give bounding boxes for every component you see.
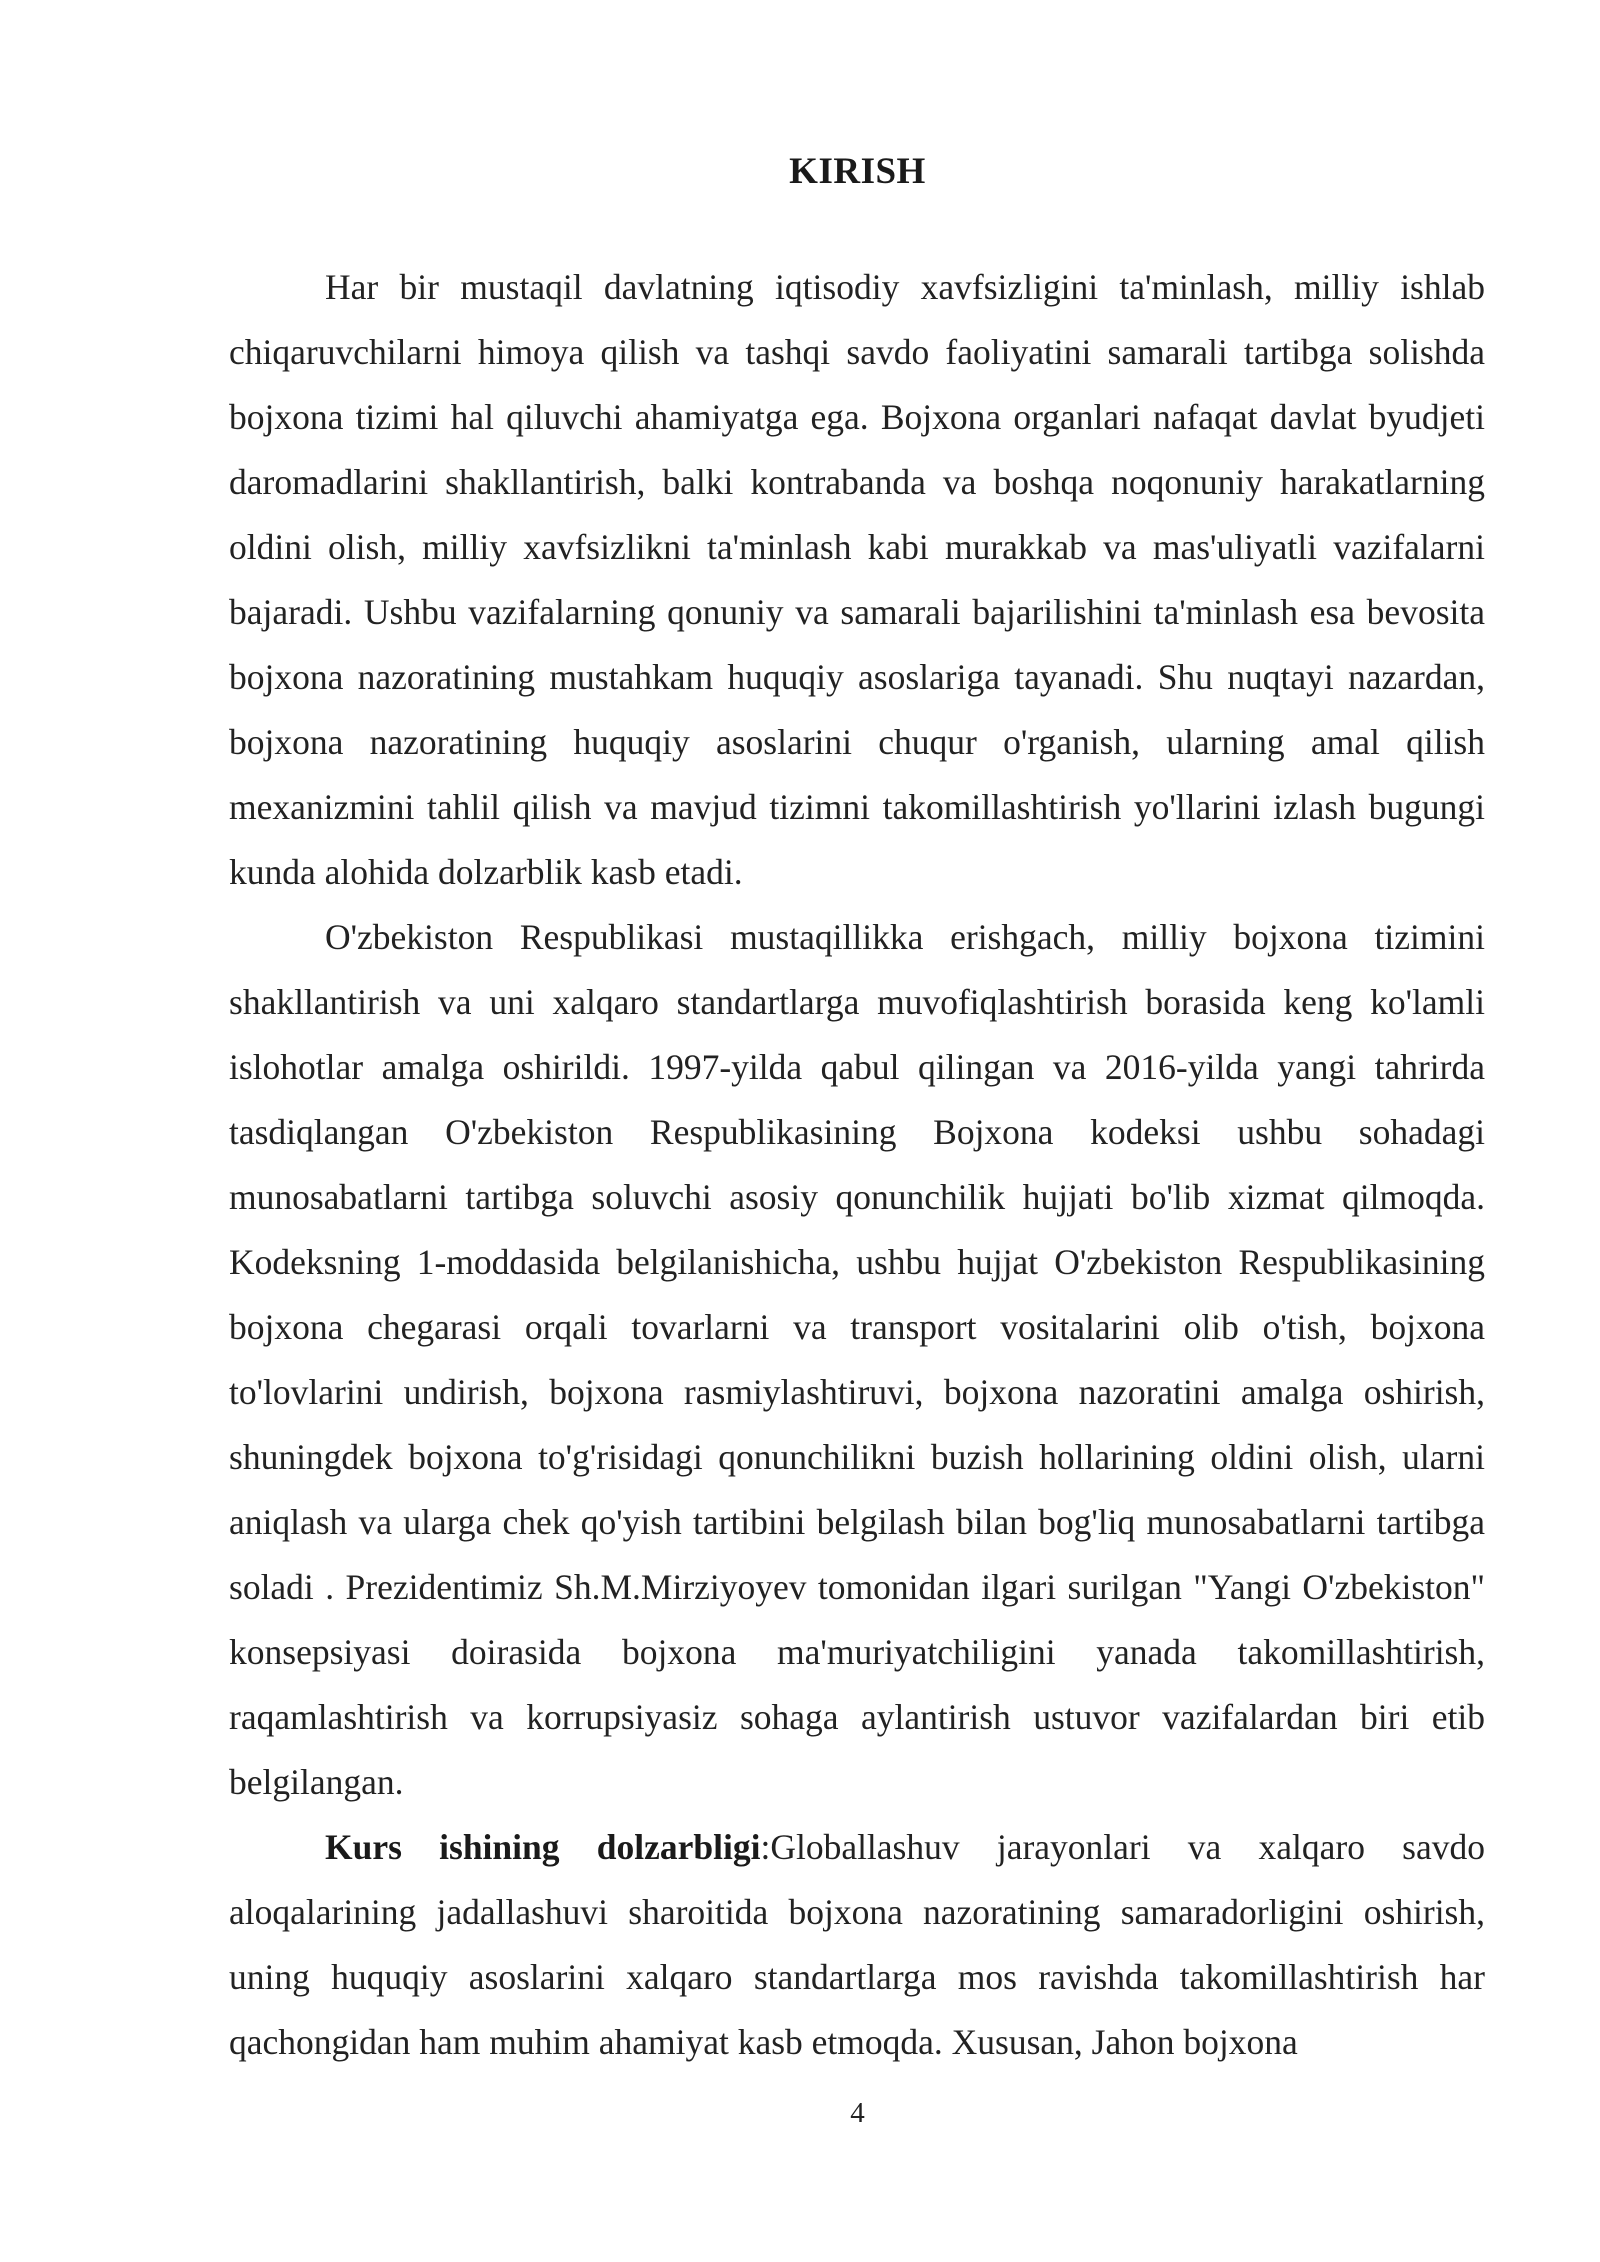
- relevance-text: Globallashuv jarayonlari va xalqaro savdo aloqalarining jadallashuvi sharoitida bojxona nazoratining samaradorligini oshirish, uning huquqiy asoslarini xalqaro standartlarga mos ravishda takomillashtirish har qachongidan ham muhim ahamiyat kasb etmoqda. Xususan, Jahon bojxona: [229, 1827, 1485, 2062]
- paragraph-intro: Har bir mustaqil davlatning iqtisodiy xavfsizligini ta'minlash, milliy ishlab chiqaruvchilarni himoya qilish va tashqi savdo faoliyatini samarali tartibga solishda bojxona tizimi hal qiluvchi ahamiyatga ega. Bojxona organlari nafaqat davlat byudjeti daromadlarini shakllantirish, balki kontrabanda va boshqa noqonuniy harakatlarning oldini olish, milliy xavfsizlikni ta'minlash kabi murakkab va mas'uliyatli vazifalarni bajaradi. Ushbu vazifalarning qonuniy va samarali bajarilishini ta'minlash esa bevosita bojxona nazoratining mustahkam huquqiy asoslariga tayanadi. Shu nuqtayi nazardan, bojxona nazoratining huquqiy asoslarini chuqur o'rganish, ularning amal qilish mexanizmini tahlil qilish va mavjud tizimni takomillashtirish yo'llarini izlash bugungi kunda alohida dolzarblik kasb etadi.: [229, 267, 1485, 892]
- page-title: KIRISH: [789, 151, 926, 192]
- relevance-colon: :: [760, 1827, 771, 1867]
- paragraph-legislation: O'zbekiston Respublikasi mustaqillikka erishgach, milliy bojxona tizimini shakllantirish va uni xalqaro standartlarga muvofiqlashtirish borasida keng ko'lamli islohotlar amalga oshirildi. 1997-yilda qabul qilingan va 2016-yilda yangi tahrirda tasdiqlangan O'zbekiston Respublikasining Bojxona kodeksi ushbu sohadagi munosabatlarni tartibga soluvchi asosiy qonunchilik hujjati bo'lib xizmat qilmoqda. Kodeksning 1-moddasida belgilanishicha, ushbu hujjat O'zbekiston Respublikasining bojxona chegarasi orqali tovarlarni va transport vositalarini olib o'tish, bojxona to'lovlarini undirish, bojxona rasmiylashtiruvi, bojxona nazoratini amalga oshirish, shuningdek bojxona to'g'risidagi qonunchilikni buzish hollarining oldini olish, ularni aniqlash va ularga chek qo'yish tartibini belgilash bilan bog'liq munosabatlarni tartibga soladi . Prezidentimiz Sh.M.Mirziyoyev tomonidan ilgari surilgan "Yangi O'zbekiston" konsepsiyasi doirasida bojxona ma'muriyatchiligini yanada takomillashtirish, raqamlashtirish va korrupsiyasiz sohaga aylantirish ustuvor vazifalardan biri etib belgilangan.: [229, 917, 1485, 1802]
- page-number: 4: [850, 2097, 865, 2129]
- paragraph-relevance: [229, 1815, 1485, 2075]
- document-body: [229, 255, 1485, 2075]
- relevance-heading: Kurs ishining dolzarbligi: [325, 1827, 761, 1867]
